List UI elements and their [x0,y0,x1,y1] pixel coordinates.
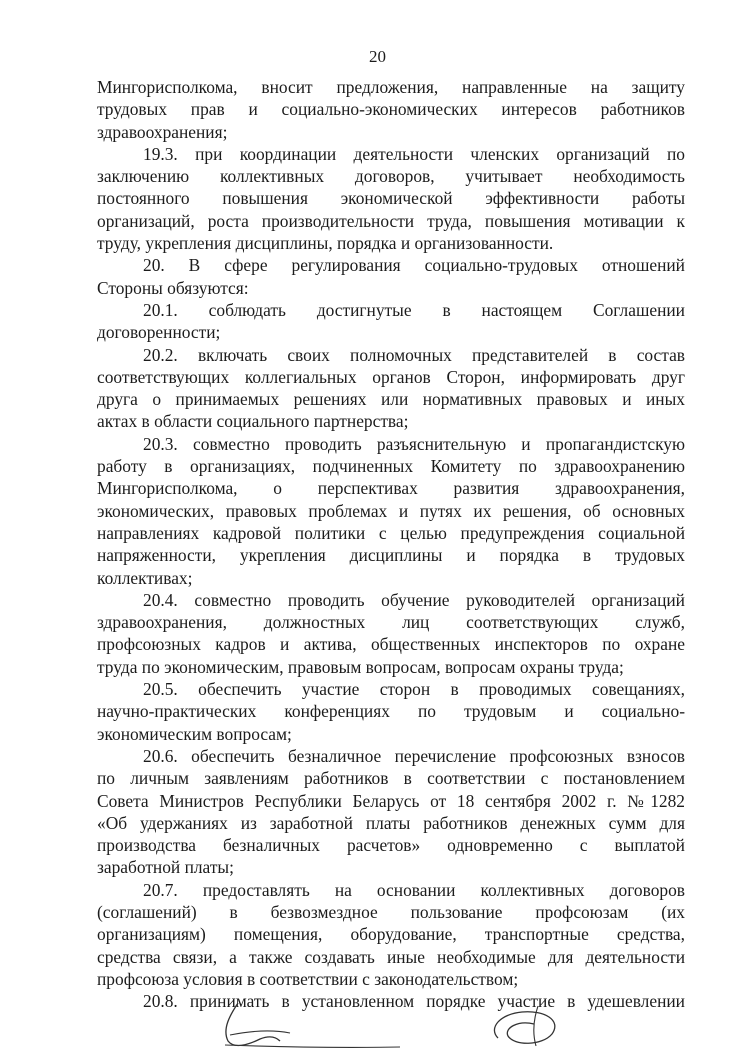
text-line: направлениях кадровой политики с целью предупреждения социальной [97,522,685,543]
text-line: экономическим вопросам; [97,723,292,744]
text-line: Стороны обязуются: [97,277,249,298]
text-line: соответствующих коллегиальных органов Сторон, информировать друг [97,366,685,387]
text-line: «Об удержаниях из заработной платы работников денежных сумм для [97,812,685,833]
text-line: работу в организациях, подчиненных Комитету по здравоохранению [97,456,685,477]
text-line: договоренности; [97,322,221,343]
text-line: трудовых прав и социально-экономических интересов работников [97,99,685,120]
text-line: здравоохранения; [97,121,228,142]
text-line: 19.3. при координации деятельности членских организаций по [143,143,685,164]
text-line: профсоюзных кадров и актива, общественных инспекторов по охране [97,634,685,655]
text-line: 20.6. обеспечить безналичное перечисление профсоюзных взносов [143,745,685,766]
text-line: экономических, правовых проблемах и путях их решения, об основных [97,500,685,521]
text-line: организаций, роста производительности труда, повышения мотивации к [97,210,685,231]
text-line: 20.8. принимать в установленном порядке участие в удешевлении [143,991,685,1012]
text-line: труду, укрепления дисциплины, порядка и организованности. [97,233,554,254]
text-line: научно-практических конференциях по трудовым и социально- [97,701,685,722]
text-line: 20. В сфере регулирования социально-трудовых отношений [143,255,685,276]
text-line: профсоюза условия в соответствии с законодательством; [97,968,519,989]
text-line: актах в области социального партнерства; [97,411,409,432]
text-line: 20.2. включать своих полномочных представителей в состав [143,344,685,365]
text-line: постоянного повышения экономической эффективности работы [97,188,685,209]
signature-right [478,998,588,1056]
text-line: 20.1. соблюдать достигнутые в настоящем Соглашении [143,299,685,320]
text-line: заключению коллективных договоров, учитывает необходимость [97,166,685,187]
text-line: Совета Министров Республики Беларусь от 18 сентября 2002 г. №1282 [97,790,685,811]
text-line: по личным заявлениям работников в соответствии с постановлением [97,768,685,789]
text-line: коллективах; [97,567,193,588]
text-line: заработной платы; [97,857,234,878]
text-line: 20.7. предоставлять на основании коллективных договоров [143,879,685,900]
text-line: 20.3. совместно проводить разъяснительную и пропагандистскую [143,433,685,454]
text-line: здравоохранения, должностных лиц соответствующих служб, [97,612,685,633]
text-line: труда по экономическим, правовым вопросам, вопросам охраны труда; [97,656,624,677]
text-line: (соглашений) в безвозмездное пользование профсоюзам (их [97,901,685,922]
signature-left [200,995,410,1055]
text-line: Мингорисполкома, о перспективах развития здравоохранения, [97,478,685,499]
text-line: друга о принимаемых решениях или нормативных правовых и иных [97,389,685,410]
text-line: средства связи, а также создавать иные необходимые для деятельности [97,946,685,967]
text-line: Мингорисполкома, вносит предложения, направленные на защиту [97,77,685,97]
text-line: напряженности, укрепления дисциплины и порядка в трудовых [97,545,685,566]
document-body [97,76,685,1012]
text-line: 20.5. обеспечить участие сторон в проводимых совещаниях, [143,679,685,700]
text-line: организациям) помещения, оборудование, транспортные средства, [97,924,685,945]
text-line: производства безналичных расчетов» одновременно с выплатой [97,835,685,856]
page-number: 20 [369,47,386,66]
text-line: 20.4. совместно проводить обучение руководителей организаций [143,589,685,610]
